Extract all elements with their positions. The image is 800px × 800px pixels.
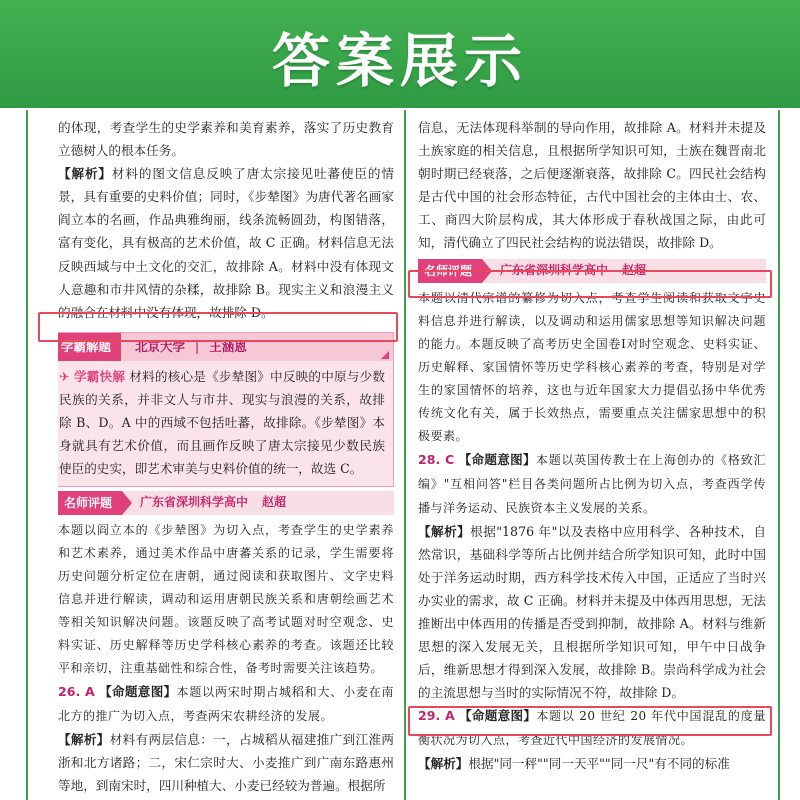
teacher-school: 广东省深圳科学高中 [500,263,609,278]
teacher-comment-header [418,259,766,283]
analysis-text: 根据"同一秤""同一天平""同一尺"有不同的标准 [468,756,730,772]
question-26-number: 26. A [58,683,95,699]
right-column [418,116,766,800]
analysis-text: 材料的图文信息反映了唐太宗接见吐蕃使臣的情景，具有重要的史料价值；同时，《步辇图》为唐代著名画家阎立本的名画，作品典雅绚丽，线条流畅圆劲，构图错落，富有变化，具有极高的艺术价值，故 C 正确。材料信息无法反映西域与中土文化的交汇，故排除 A。材料中没有体现文人意趣和市井风情的杂糅，故排除 B。现实主义和浪漫主义的融合在材料中没有体现，故排除 D。 [58,166,394,320]
teacher-comment-header [58,491,394,515]
intent-text: 本题以 20 世纪 20 年代中国混乱的度量衡状况为切入点，考查近代中国经济的发展情况。 [418,709,766,748]
analysis-tag: 【解析】 [58,731,110,747]
banner-title: 答案展示 [271,27,528,95]
intent-tag: 【命题意图】 [459,708,537,724]
intent-text: 本题以两宋时期占城稻和大、小麦在南北方的推广为切入点，考查两宋农耕经济的发展。 [58,684,394,723]
xueba-student: 王涵恩 [209,339,247,355]
teacher-name: 赵超 [262,495,287,510]
header-banner [0,0,800,108]
xueba-badge: 学霸解题 [58,333,121,361]
left-analysis [58,162,394,324]
analysis-tag: 【解析】 [418,756,469,772]
teacher-commentary: 本题以清代宗谱的纂修为切入点，考查学生阅读和获取文字史料信息并进行解读，以及调动和运用儒家思想等知识解决问题的能力。本题反映了高考历史全国卷Ⅰ对时空观念、史料实证、历史解释、家国情怀等历史学科核心素养的考查，特别是对学生的家国情怀的培养，这也与近年国家大力提倡弘扬中华优秀传统文化有关，属于长效热点，需要重点关注儒家思想中的积极要素。 [418,290,766,443]
teacher-school: 广东省深圳科学高中 [140,495,249,510]
rocket-icon: ✈ [59,368,70,384]
question-29-analysis [418,752,766,775]
question-28-number: 28. C [418,451,455,467]
xueba-header [58,333,393,361]
left-column [58,116,394,800]
right-paragraph-1: 信息，无法体现科举制的导向作用，故排除 A。材料并未提及土族家庭的相关信息，且根据所学知识可知，土族在魏晋南北朝时期已经衰落，之后便逐渐衰落，故排除 C。四民社会结构是古代中国的社会形态特征，古代中国社会的主体由士、农、工、商四大阶层构成，其大体形成于春秋战国之际，由此可知，清代确立了四民社会结构的说法错误，故排除 D。 [418,120,766,251]
corner-triangle-icon [381,351,389,359]
intent-text: 本题以英国传教士在上海创办的《格致汇编》"互相问答"栏目各类问题所占比例为切入点，考查西学传播与洋务运动、民族资本主义发展的关系。 [418,452,766,515]
question-29-intent [418,704,766,752]
analysis-tag: 【解析】 [58,166,112,182]
teacher-name: 赵超 [622,263,647,278]
intent-tag: 【命题意图】 [99,683,177,699]
xueba-separator: | [195,339,200,355]
question-26-analysis [58,728,394,797]
intent-tag: 【命题意图】 [458,451,536,467]
xueba-school: 北京大学 [135,339,186,355]
question-28-intent [418,448,766,520]
analysis-tag: 【解析】 [418,523,471,539]
xueba-box [58,332,394,487]
teacher-comment-badge: 名师评题 [418,259,482,283]
column-divider [404,110,406,800]
question-28-analysis [418,520,766,705]
analysis-text: 根据"1876 年"以及表格中应用科学、各种技术，自然常识，基础科学等所占比例并结合所学知识可知，此时中国处于洋务运动时期，西方科学技术传入中国，正适应了当时兴办实业的需求，故 C 正确。材料并未提及中体西用思想，无法推断出中体西用的传播是否受到抑制，故排除 A。材料与维新思想的深入发展无关，且根据所学知识可知，甲午中日战争后，维新思想才得到深入发展，故排除 B。崇尚科学成为社会的主流思想与当时的实际情况不符，故排除 D。 [418,523,766,701]
xueba-text: 材料的核心是《步辇图》中反映的中原与少数民族的关系，并非文人与市井、现实与浪漫的关系，故排除 B、D。A 中的西域不包括吐蕃，故排除。《步辇图》本身就具有艺术价值，而且画作反映了唐太宗接见少数民族使臣的史实，即艺术审美与史料价值的统一，故选 C。 [59,368,385,476]
analysis-text: 材料有两层信息：一，占城稻从福建推广到江淮两浙和北方诸路；二，宋仁宗时大、小麦推广到广南东路惠州等地，到南宋时，四川种植大、小麦已经较为普遍。根据所 [58,731,394,794]
teacher-comment-badge: 名师评题 [58,491,122,515]
xueba-body [58,361,393,486]
question-29-number: 29. A [418,708,455,724]
left-paragraph-1: 的体现，考查学生的史学素养和美育素养，落实了历史教育立德树人的根本任务。 [58,120,394,159]
xueba-quick-label: 学霸快解 [73,368,126,384]
teacher-commentary: 本题以阎立本的《步辇图》为切入点，考查学生的史学素养和艺术素养，通过美术作品中唐蕃关系的记录，学生需要将历史问题分析定位在唐朝，通过阅读和获取图片、文字史料信息并进行解读，调动和运用唐朝民族关系和唐朝绘画艺术等相关知识解决问题。该题反映了高考试题对时空观念、史料实证、历史解释等历史学科核心素养的考查。该题还比较平和亲切，注重基础性和综合性，备考时需要关注该趋势。 [58,522,394,675]
question-26-intent [58,680,394,728]
